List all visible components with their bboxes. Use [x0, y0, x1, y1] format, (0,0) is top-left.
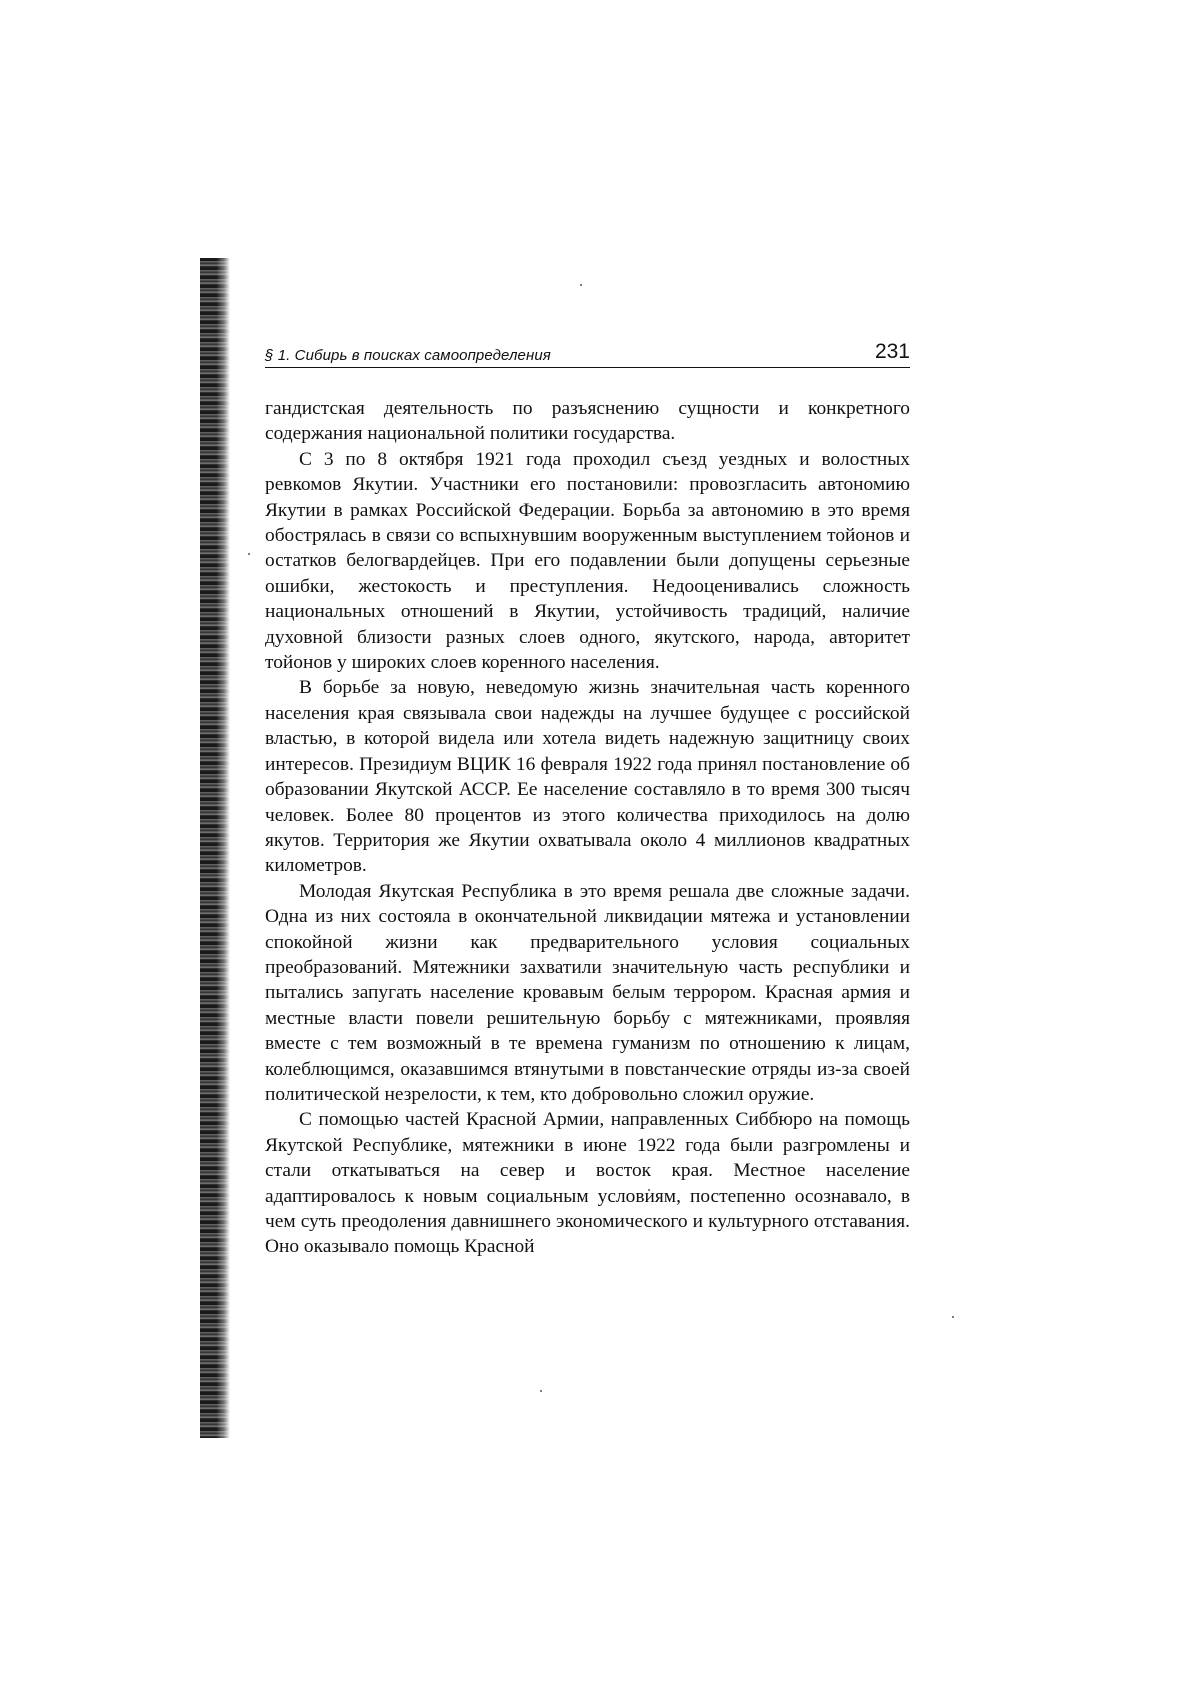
body-text — [265, 396, 910, 1260]
scan-speck — [540, 1390, 542, 1392]
section-title: § 1. Сибирь в поисках самоопределения — [265, 347, 551, 364]
paragraph: гандистская деятельность по разъяснению сущности и конкретного содержания национальной политики государства. — [265, 398, 910, 445]
page-number: 231 — [874, 340, 910, 363]
paragraph: Молодая Якутская Республика в это время решала две сложные задачи. Одна из них состояла в окончательной ликвидации мятежа и установлении спокойной жизни как предварительного условия социальных преобразований. Мятежники захватили значительную часть республики и пытались запугать население кровавым белым террором. Красная армия и местные власти повели решительную борьбу с мятежниками, проявляя вместе с тем возможный в те времена гуманизм по отношению к лицам, колеблющимся, оказавшимся втянутыми в повстанческие отряды из-за своей политической незрелости, к тем, кто добровольно сложил оружие. — [265, 880, 910, 1105]
scan-speck — [952, 1316, 954, 1318]
scan-binding-edge — [200, 258, 230, 1438]
paragraph: С помощью частей Красной Армии, направленных Сиббюро на помощь Якутской Республике, мятежники в июне 1922 года были разгромлены и стали откатываться на север и восток края. Местное население адаптировалось к новым социальным условиям, постепенно осознавало, в чем суть преодоления давнишнего экономического и культурного отставания. Оно оказывало помощь Красной — [265, 1109, 910, 1258]
running-head — [265, 338, 910, 368]
paragraph: В борьбе за новую, неведомую жизнь значительная часть коренного населения края связывала свои надежды на лучшее будущее с российской властью, в которой видела или хотела видеть надежную защитницу своих интересов. Президиум ВЦИК 16 февраля 1922 года принял постановление об образовании Якутской АССР. Ее население составляло в то время 300 тысяч человек. Более 80 процентов из этого количества приходилось на долю якутов. Территория же Якутии охватывала около 4 миллионов квадратных километров. — [265, 677, 910, 877]
book-page — [265, 338, 910, 1260]
paragraph: С 3 по 8 октября 1921 года проходил съезд уездных и волостных ревкомов Якутии. Участники его постановили: провозгласить автономию Якутии в рамках Российской Федерации. Борьба за автономию в это время обострялась в связи со вспыхнувшим вооруженным выступлением тойонов и остатков белогвардейцев. При его подавлении были допущены серьезные ошибки, жестокость и преступления. Недооценивались сложность национальных отношений в Якутии, устойчивость традиций, наличие духовной близости разных слоев одного, якутского, народа, авторитет тойонов у широких слоев коренного населения. — [265, 448, 910, 674]
scan-speck — [580, 284, 582, 286]
scan-speck — [248, 553, 250, 555]
